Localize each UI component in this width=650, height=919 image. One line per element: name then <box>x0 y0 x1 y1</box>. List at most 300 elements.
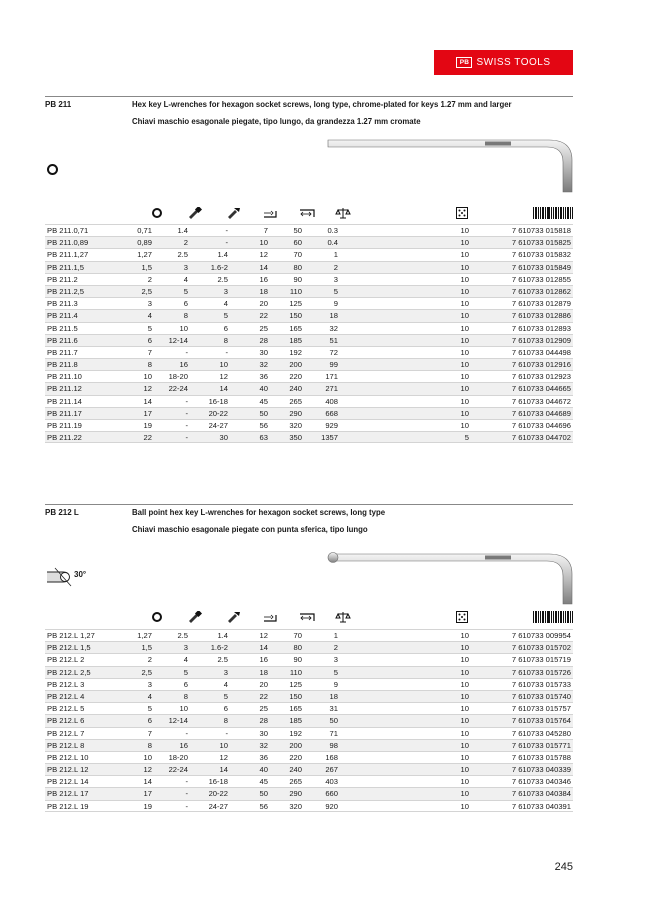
packing-unit: 10 <box>460 643 469 653</box>
long-arm-length: 200 <box>289 740 302 750</box>
column-icons <box>45 206 573 220</box>
article-number: PB 212.L 14 <box>47 777 89 787</box>
long-arm-length: 150 <box>289 691 302 701</box>
weight: 0.4 <box>327 238 338 248</box>
article-number: PB 211.10 <box>47 372 82 382</box>
ball-point-hex-key-image <box>325 550 577 608</box>
long-arm-length: 240 <box>289 384 302 394</box>
countersunk-screw-size: 24-27 <box>208 421 228 430</box>
product-title-it: Chiavi maschio esagonale piegate con punta sferica, tipo lungo <box>132 525 368 534</box>
packing-unit: 10 <box>460 238 469 248</box>
ean-code: 7 610733 012855 <box>511 274 571 284</box>
long-arm-length: 125 <box>289 679 302 689</box>
section-pb211 <box>45 96 573 456</box>
weight: 5 <box>333 667 338 677</box>
cap-screw-size: 2.5 <box>177 250 188 260</box>
product-title-en: Hex key L-wrenches for hexagon socket screws, long type, chrome-plated for keys 1.27 mm and larger <box>132 100 512 109</box>
packing-unit: 10 <box>460 801 469 811</box>
weight: 3 <box>333 655 338 665</box>
weight: 1357 <box>321 433 338 443</box>
short-arm-length: 25 <box>259 704 268 714</box>
packing-unit: 10 <box>460 740 469 750</box>
ean-code: 7 610733 015788 <box>511 752 571 762</box>
short-arm-length: 36 <box>259 372 268 382</box>
table-row <box>45 297 573 309</box>
article-number: PB 212.L 3 <box>47 679 85 689</box>
packing-unit: 10 <box>460 421 469 430</box>
long-arm-length: 200 <box>289 360 302 370</box>
ean-code: 7 610733 044689 <box>511 408 571 418</box>
countersunk-screw-size: 12 <box>219 752 228 762</box>
hex-size: 7 <box>147 347 152 357</box>
hex-size: 2 <box>147 274 152 284</box>
ean-code: 7 610733 040391 <box>511 801 571 811</box>
short-arm-length: 32 <box>259 740 268 750</box>
countersunk-screw-size: - <box>225 728 228 738</box>
countersunk-screw-size: - <box>225 238 228 248</box>
packing-unit: 10 <box>460 752 469 762</box>
ean-code: 7 610733 012862 <box>511 286 571 296</box>
cap-screw-size: 5 <box>183 286 188 296</box>
weight: 31 <box>329 704 338 714</box>
table-row <box>45 285 573 297</box>
article-number: PB 211.0,71 <box>47 226 89 235</box>
cap-screw-size: - <box>185 433 188 443</box>
article-number: PB 211.14 <box>47 396 82 406</box>
section-pb212l <box>45 504 573 824</box>
table-row <box>45 358 573 370</box>
short-arm-length: 30 <box>259 728 268 738</box>
product-title-it: Chiavi maschio esagonale piegate, tipo lungo, da grandezza 1.27 mm cromate <box>132 117 421 126</box>
ean-code: 7 610733 044702 <box>511 433 571 443</box>
packing-unit: 10 <box>460 384 469 394</box>
weight: 1 <box>333 631 338 640</box>
hex-size: 1,27 <box>137 631 152 640</box>
screw-cap-icon <box>186 610 204 624</box>
hex-size: 8 <box>147 740 152 750</box>
hex-size: 19 <box>143 421 152 430</box>
short-arm-length: 20 <box>259 679 268 689</box>
short-arm-length: 45 <box>259 396 268 406</box>
long-arm-length: 185 <box>289 335 302 345</box>
table-row <box>45 224 573 236</box>
long-arm-length: 320 <box>289 421 302 430</box>
weight: 99 <box>329 360 338 370</box>
packing-unit: 10 <box>460 360 469 370</box>
countersunk-screw-size: 20-22 <box>208 789 228 799</box>
short-arm-length: 16 <box>259 274 268 284</box>
section-divider <box>45 504 573 505</box>
cap-screw-size: 10 <box>179 704 188 714</box>
countersunk-screw-size: 3 <box>223 286 228 296</box>
short-arm-length: 36 <box>259 752 268 762</box>
hex-size: 14 <box>143 777 152 787</box>
cap-screw-size: 22-24 <box>168 765 188 775</box>
weight: 171 <box>325 372 338 382</box>
article-number: PB 212.L 1,5 <box>47 643 91 653</box>
countersunk-screw-size: 5 <box>223 311 228 321</box>
hex-size: 10 <box>143 372 152 382</box>
hex-size: 10 <box>143 752 152 762</box>
hex-size: 17 <box>143 789 152 799</box>
ean-code: 7 610733 015771 <box>511 740 571 750</box>
cap-screw-size: 16 <box>179 740 188 750</box>
ean-code: 7 610733 015825 <box>511 238 571 248</box>
article-number: PB 211.5 <box>47 323 78 333</box>
countersunk-screw-size: - <box>225 347 228 357</box>
short-arm-length: 56 <box>259 421 268 430</box>
short-arm-length: 20 <box>259 299 268 309</box>
ean-code: 7 610733 012886 <box>511 311 571 321</box>
article-number: PB 211.12 <box>47 384 82 394</box>
table-row <box>45 382 573 394</box>
short-arm-length: 40 <box>259 384 268 394</box>
article-number: PB 212.L 2,5 <box>47 667 91 677</box>
ean-code: 7 610733 012893 <box>511 323 571 333</box>
weight: 929 <box>325 421 338 430</box>
table-row <box>45 334 573 346</box>
hex-size-icon <box>149 206 165 220</box>
packing-unit: 10 <box>460 286 469 296</box>
ean-code: 7 610733 044498 <box>511 347 571 357</box>
weight: 72 <box>329 347 338 357</box>
hex-size: 2,5 <box>141 286 152 296</box>
short-arm-length: 28 <box>259 335 268 345</box>
hex-socket-symbol-icon <box>47 164 58 175</box>
short-arm-length-icon <box>261 206 279 220</box>
brand-name: SWISS TOOLS <box>476 57 551 68</box>
short-arm-length: 25 <box>259 323 268 333</box>
short-arm-length: 16 <box>259 655 268 665</box>
cap-screw-size: - <box>185 777 188 787</box>
cap-screw-size: - <box>185 396 188 406</box>
long-arm-length: 90 <box>293 655 302 665</box>
table-row <box>45 763 573 775</box>
packing-unit: 10 <box>460 262 469 272</box>
article-number: PB 212.L 17 <box>47 789 89 799</box>
article-number: PB 211.2,5 <box>47 286 85 296</box>
ean-code: 7 610733 015726 <box>511 667 571 677</box>
cap-screw-size: 18-20 <box>168 372 188 382</box>
cap-screw-size: - <box>185 421 188 430</box>
long-arm-length: 290 <box>289 408 302 418</box>
long-arm-length: 220 <box>289 752 302 762</box>
table-row <box>45 641 573 653</box>
hex-size: 0,89 <box>137 238 152 248</box>
cap-screw-size: 4 <box>183 655 188 665</box>
ean-code: 7 610733 040339 <box>511 765 571 775</box>
short-arm-length: 10 <box>259 238 268 248</box>
packing-unit: 10 <box>460 335 469 345</box>
ean-code: 7 610733 012923 <box>511 372 571 382</box>
article-number: PB 211.1,27 <box>47 250 89 260</box>
product-title-en: Ball point hex key L-wrenches for hexagon socket screws, long type <box>132 508 386 517</box>
packing-unit: 10 <box>460 226 469 235</box>
short-arm-length: 40 <box>259 765 268 775</box>
ean-code: 7 610733 044672 <box>511 396 571 406</box>
hex-size: 17 <box>143 408 152 418</box>
countersunk-screw-size: 2.5 <box>217 274 228 284</box>
long-arm-length: 110 <box>289 286 302 296</box>
cap-screw-size: 6 <box>183 679 188 689</box>
table-row <box>45 690 573 702</box>
article-number: PB 211.3 <box>47 299 78 309</box>
article-number: PB 212.L 2 <box>47 655 85 665</box>
countersunk-screw-size: 6 <box>223 704 228 714</box>
short-arm-length: 30 <box>259 347 268 357</box>
packing-unit-icon <box>454 206 470 220</box>
countersunk-screw-size: 8 <box>223 335 228 345</box>
angle-label: 30° <box>74 570 87 579</box>
short-arm-length: 18 <box>259 286 268 296</box>
weight: 98 <box>329 740 338 750</box>
weight: 2 <box>333 643 338 653</box>
packing-unit: 10 <box>460 396 469 406</box>
countersunk-screw-size: - <box>225 226 228 235</box>
column-icons <box>45 610 573 624</box>
barcode-icon <box>533 610 573 624</box>
cap-screw-size: - <box>185 801 188 811</box>
packing-unit: 10 <box>460 631 469 640</box>
long-arm-length-icon <box>298 610 316 624</box>
cap-screw-size: 2.5 <box>177 631 188 640</box>
screw-countersunk-icon <box>225 206 243 220</box>
table-row <box>45 739 573 751</box>
hex-size: 1,5 <box>141 262 152 272</box>
packing-unit: 10 <box>460 691 469 701</box>
table-row <box>45 370 573 382</box>
countersunk-screw-size: 4 <box>223 679 228 689</box>
weight: 5 <box>333 286 338 296</box>
barcode-icon <box>533 206 573 220</box>
article-number: PB 211.17 <box>47 408 82 418</box>
ean-code: 7 610733 045280 <box>511 728 571 738</box>
article-number: PB 212.L 6 <box>47 716 85 726</box>
cap-screw-size: - <box>185 728 188 738</box>
cap-screw-size: - <box>185 347 188 357</box>
countersunk-screw-size: 6 <box>223 323 228 333</box>
product-table <box>45 629 573 812</box>
packing-unit: 10 <box>460 777 469 787</box>
product-table <box>45 224 573 443</box>
table-row <box>45 395 573 407</box>
countersunk-screw-size: 1.6-2 <box>210 643 228 653</box>
ean-code: 7 610733 015757 <box>511 704 571 714</box>
cap-screw-size: 18-20 <box>168 752 188 762</box>
ean-code: 7 610733 015849 <box>511 262 571 272</box>
table-row <box>45 407 573 419</box>
packing-unit: 10 <box>460 299 469 309</box>
article-number: PB 211.22 <box>47 433 82 443</box>
ean-code: 7 610733 040346 <box>511 777 571 787</box>
cap-screw-size: 16 <box>179 360 188 370</box>
short-arm-length: 12 <box>259 250 268 260</box>
long-arm-length: 265 <box>289 396 302 406</box>
weight-icon <box>334 206 352 220</box>
countersunk-screw-size: 1.4 <box>217 631 228 640</box>
article-number: PB 212.L 5 <box>47 704 85 714</box>
table-row <box>45 787 573 799</box>
hex-size: 19 <box>143 801 152 811</box>
short-arm-length: 56 <box>259 801 268 811</box>
weight: 71 <box>329 728 338 738</box>
weight: 18 <box>329 691 338 701</box>
weight: 168 <box>325 752 338 762</box>
cap-screw-size: - <box>185 408 188 418</box>
countersunk-screw-size: 1.4 <box>217 250 228 260</box>
ean-code: 7 610733 040384 <box>511 789 571 799</box>
hex-size: 4 <box>147 311 152 321</box>
long-arm-length: 165 <box>289 323 302 333</box>
article-number: PB 211.0,89 <box>47 238 89 248</box>
long-arm-length: 165 <box>289 704 302 714</box>
long-arm-length: 70 <box>293 250 302 260</box>
countersunk-screw-size: 16-18 <box>208 396 228 406</box>
cap-screw-size: 1.4 <box>177 226 188 235</box>
short-arm-length: 14 <box>259 643 268 653</box>
packing-unit: 10 <box>460 679 469 689</box>
ean-code: 7 610733 009954 <box>511 631 571 640</box>
cap-screw-size: 4 <box>183 274 188 284</box>
countersunk-screw-size: 10 <box>219 360 228 370</box>
short-arm-length: 18 <box>259 667 268 677</box>
packing-unit: 10 <box>460 704 469 714</box>
packing-unit: 10 <box>460 250 469 260</box>
cap-screw-size: 12-14 <box>168 335 188 345</box>
table-row <box>45 775 573 787</box>
hex-size: 14 <box>143 396 152 406</box>
hex-size: 7 <box>147 728 152 738</box>
long-arm-length: 80 <box>293 643 302 653</box>
packing-unit: 10 <box>460 408 469 418</box>
brand-logo <box>434 50 573 75</box>
article-number: PB 212.L 4 <box>47 691 85 701</box>
article-number: PB 211.2 <box>47 274 78 284</box>
hex-size: 3 <box>147 679 152 689</box>
section-divider <box>45 96 573 97</box>
table-row <box>45 702 573 714</box>
weight: 9 <box>333 299 338 309</box>
cap-screw-size: 22-24 <box>168 384 188 394</box>
ean-code: 7 610733 044665 <box>511 384 571 394</box>
table-row <box>45 714 573 726</box>
long-arm-length: 80 <box>293 262 302 272</box>
product-code: PB 211 <box>45 100 72 109</box>
hex-size: 2,5 <box>141 667 152 677</box>
cap-screw-size: 2 <box>183 238 188 248</box>
weight: 50 <box>329 716 338 726</box>
short-arm-length: 50 <box>259 408 268 418</box>
short-arm-length: 22 <box>259 691 268 701</box>
long-arm-length: 192 <box>289 728 302 738</box>
packing-unit: 10 <box>460 347 469 357</box>
hex-size: 0,71 <box>137 226 152 235</box>
weight: 660 <box>325 789 338 799</box>
hex-size-icon <box>149 610 165 624</box>
table-row <box>45 236 573 248</box>
long-arm-length: 290 <box>289 789 302 799</box>
short-arm-length: 32 <box>259 360 268 370</box>
cap-screw-size: 12-14 <box>168 716 188 726</box>
hex-size: 1,5 <box>141 643 152 653</box>
ean-code: 7 610733 015733 <box>511 679 571 689</box>
table-row <box>45 800 573 812</box>
article-number: PB 211.8 <box>47 360 78 370</box>
packing-unit: 10 <box>460 323 469 333</box>
ean-code: 7 610733 012909 <box>511 335 571 345</box>
weight: 668 <box>325 408 338 418</box>
packing-unit: 10 <box>460 716 469 726</box>
table-row <box>45 629 573 641</box>
weight: 2 <box>333 262 338 272</box>
long-arm-length: 240 <box>289 765 302 775</box>
table-row <box>45 727 573 739</box>
weight: 271 <box>325 384 338 394</box>
table-row <box>45 653 573 665</box>
countersunk-screw-size: 12 <box>219 372 228 382</box>
short-arm-length: 14 <box>259 262 268 272</box>
packing-unit: 10 <box>460 311 469 321</box>
cap-screw-size: 6 <box>183 299 188 309</box>
ean-code: 7 610733 012879 <box>511 299 571 309</box>
short-arm-length: 63 <box>259 433 268 443</box>
table-row <box>45 322 573 334</box>
cap-screw-size: 8 <box>183 311 188 321</box>
table-row <box>45 678 573 690</box>
screw-countersunk-icon <box>225 610 243 624</box>
long-arm-length: 320 <box>289 801 302 811</box>
weight: 0.3 <box>327 226 338 235</box>
ean-code: 7 610733 015818 <box>511 226 571 235</box>
cap-screw-size: 8 <box>183 691 188 701</box>
packing-unit: 10 <box>460 765 469 775</box>
page-number: 245 <box>554 861 573 873</box>
ean-code: 7 610733 012916 <box>511 360 571 370</box>
packing-unit: 10 <box>460 728 469 738</box>
countersunk-screw-size: 8 <box>223 716 228 726</box>
countersunk-screw-size: 5 <box>223 691 228 701</box>
countersunk-screw-size: 30 <box>219 433 228 443</box>
countersunk-screw-size: 24-27 <box>208 801 228 811</box>
packing-unit: 5 <box>464 433 469 443</box>
weight: 1 <box>333 250 338 260</box>
short-arm-length: 45 <box>259 777 268 787</box>
table-row <box>45 309 573 321</box>
long-arm-length: 90 <box>293 274 302 284</box>
pb-logo-icon: PB <box>456 57 472 68</box>
hex-size: 2 <box>147 655 152 665</box>
long-arm-length: 350 <box>289 433 302 443</box>
long-arm-length: 192 <box>289 347 302 357</box>
packing-unit: 10 <box>460 667 469 677</box>
packing-unit-icon <box>454 610 470 624</box>
weight: 32 <box>329 323 338 333</box>
long-arm-length: 70 <box>293 631 302 640</box>
packing-unit: 10 <box>460 655 469 665</box>
weight-icon <box>334 610 352 624</box>
table-row <box>45 273 573 285</box>
article-number: PB 212.L 10 <box>47 752 89 762</box>
product-code: PB 212 L <box>45 508 79 517</box>
article-number: PB 211.19 <box>47 421 82 430</box>
short-arm-length: 12 <box>259 631 268 640</box>
countersunk-screw-size: 2.5 <box>217 655 228 665</box>
weight: 18 <box>329 311 338 321</box>
hex-size: 22 <box>143 433 152 443</box>
long-arm-length: 110 <box>289 667 302 677</box>
long-arm-length: 265 <box>289 777 302 787</box>
article-number: PB 212.L 12 <box>47 765 89 775</box>
